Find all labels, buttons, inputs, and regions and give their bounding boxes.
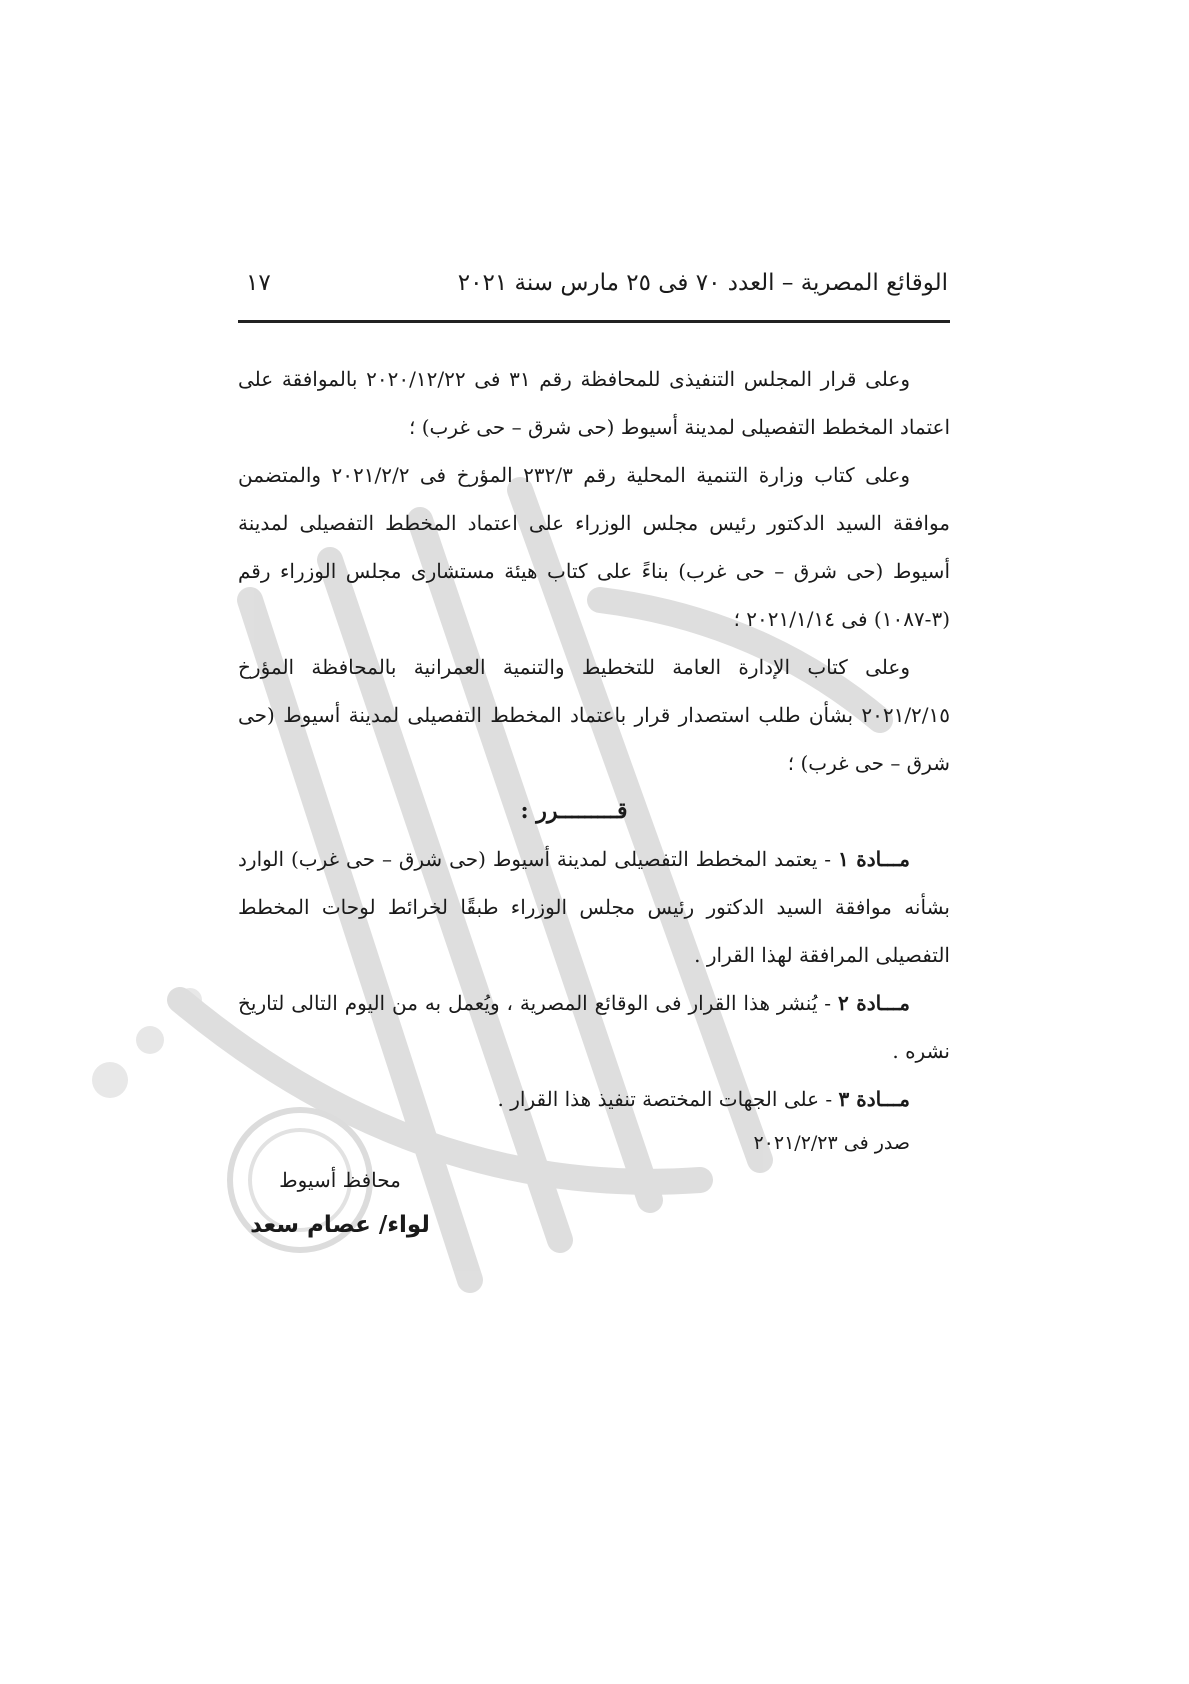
- article-3-label: مـــادة ٣: [838, 1087, 910, 1111]
- decides-heading: قـــــــــرر :: [520, 798, 628, 824]
- gazette-title: الوقائع المصرية – العدد ٧٠ فى ٢٥ مارس سنة ٢٠٢١: [457, 270, 948, 296]
- page-header: [238, 270, 948, 310]
- article-1-text: - يعتمد المخطط التفصيلى لمدينة أسيوط (حى شرق – حى غرب) الوارد بشأنه موافقة السيد الدكتور رئيس مجلس الوزراء طبقًا لخرائط لوحات المخطط التفصيلى المرافقة لهذا القرار .: [238, 847, 950, 967]
- article-3: [238, 1075, 950, 1123]
- signatory-name: لواء/ عصام سعد: [250, 1212, 430, 1238]
- preamble-paragraph-3: وعلى كتاب الإدارة العامة للتخطيط والتنمية العمرانية بالمحافظة المؤرخ ٢٠٢١/٢/١٥ بشأن طلب استصدار قرار باعتماد المخطط التفصيلى لمدينة أسيوط (حى شرق – حى غرب) ؛: [238, 655, 951, 775]
- signatory-role: محافظ أسيوط: [279, 1168, 401, 1192]
- page-number: ١٧: [246, 270, 271, 296]
- article-1-label: مـــادة ١: [837, 847, 910, 871]
- article-3-text: - على الجهات المختصة تنفيذ هذا القرار .: [497, 1087, 839, 1111]
- issued-date: صدر فى ٢٠٢١/٢/٢٣: [753, 1132, 910, 1154]
- article-2: [238, 979, 950, 1075]
- article-2-text: - يُنشر هذا القرار فى الوقائع المصرية ، ويُعمل به من اليوم التالى لتاريخ نشره .: [238, 991, 950, 1063]
- article-1: [238, 835, 950, 979]
- preamble-paragraph-2: وعلى كتاب وزارة التنمية المحلية رقم ٢٣٢/٣ المؤرخ فى ٢٠٢١/٢/٢ والمتضمن موافقة السيد الدكتور رئيس مجلس الوزراء على اعتماد المخطط التفصيلى لمدينة أسيوط (حى شرق – حى غرب) بناءً على كتاب هيئة مستشارى مجلس الوزراء رقم (٣-١٠٨٧) فى ٢٠٢١/١/١٤ ؛: [238, 463, 950, 631]
- article-2-label: مـــادة ٢: [837, 991, 910, 1015]
- header-rule: [238, 320, 950, 323]
- signature-block: [240, 1160, 440, 1250]
- decree-body: [238, 355, 950, 1163]
- preamble-paragraph-1: وعلى قرار المجلس التنفيذى للمحافظة رقم ٣١ فى ٢٠٢٠/١٢/٢٢ بالموافقة على اعتماد المخطط التفصيلى لمدينة أسيوط (حى شرق – حى غرب) ؛: [238, 367, 950, 439]
